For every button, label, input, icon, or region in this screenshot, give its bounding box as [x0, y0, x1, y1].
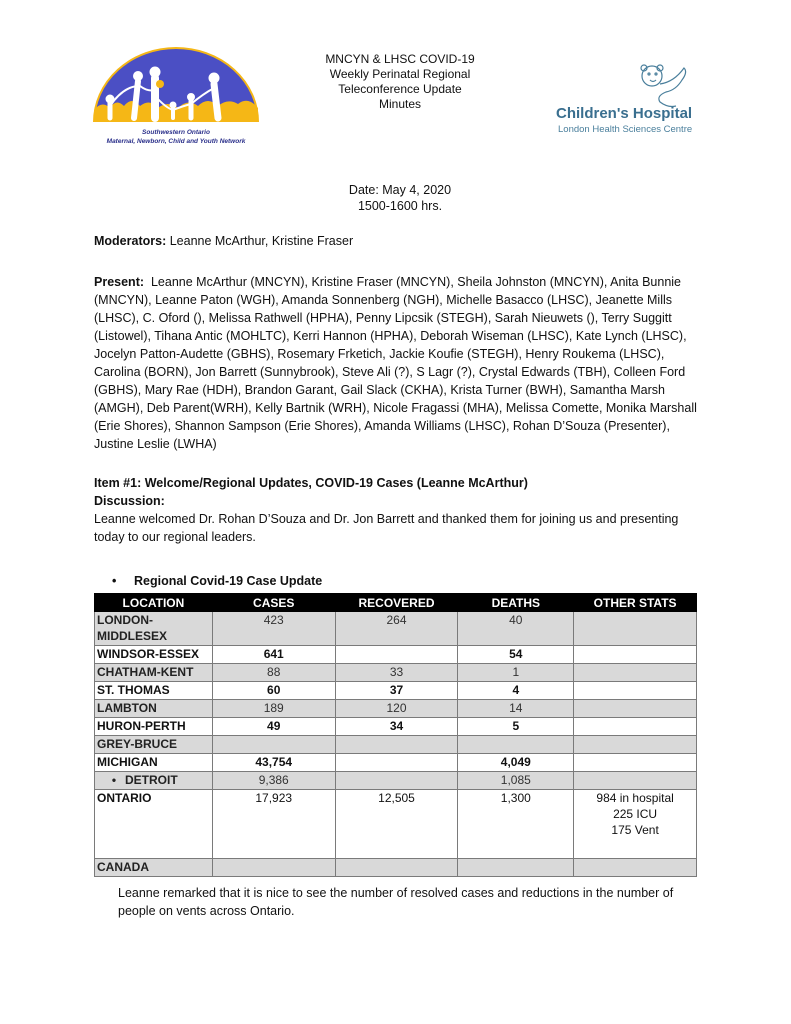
cell-other [574, 612, 697, 646]
cell-deaths: 1,085 [458, 772, 574, 790]
cell-cases: 88 [212, 664, 335, 682]
cell-recovered [335, 736, 458, 754]
cell-other [574, 718, 697, 736]
cell-other [574, 664, 697, 682]
cell-deaths: 4 [458, 682, 574, 700]
other-stat: 175 Vent [611, 823, 659, 837]
cell-deaths [458, 859, 574, 877]
other-stat: 225 ICU [613, 807, 658, 821]
remark-text: Leanne remarked that it is nice to see the number of resolved cases and reductions in the number of people on vents across Ontario. [118, 886, 674, 918]
cell-cases: 43,754 [212, 754, 335, 772]
table-row [95, 754, 697, 772]
meeting-time: 1500-1600 hrs. [357, 199, 443, 213]
table-row [95, 772, 697, 790]
cell-cases: 9,386 [212, 772, 335, 790]
attendees [94, 273, 704, 453]
table-row [95, 700, 697, 718]
cell-other [574, 772, 697, 790]
cell-location: LAMBTON [95, 700, 213, 718]
hospital-name: Children's Hospital [556, 105, 693, 122]
meeting-datetime [290, 182, 510, 214]
cell-deaths: 1 [458, 664, 574, 682]
cell-location: LONDON-MIDDLESEX [95, 612, 213, 646]
cell-recovered: 12,505 [335, 790, 458, 859]
cell-other [574, 682, 697, 700]
cell-cases [212, 736, 335, 754]
cell-recovered: 120 [335, 700, 458, 718]
cell-cases [212, 859, 335, 877]
cell-deaths: 1,300 [458, 790, 574, 859]
document-title [290, 52, 510, 112]
sub-location: DETROIT [125, 773, 178, 787]
other-stat: 984 in hospital [596, 791, 674, 805]
header-recovered: RECOVERED [335, 594, 458, 612]
header-location: LOCATION [95, 594, 213, 612]
bullet-text: Regional Covid-19 Case Update [134, 574, 323, 588]
cell-location: MICHIGAN [95, 754, 213, 772]
cell-other [574, 700, 697, 718]
header-other-stats: OTHER STATS [574, 594, 697, 612]
cell-deaths: 40 [458, 612, 574, 646]
table-row [95, 859, 697, 877]
cell-other [574, 859, 697, 877]
table-row [95, 612, 697, 646]
table-row [95, 664, 697, 682]
bullet-item [112, 573, 322, 589]
cell-other [574, 646, 697, 664]
cell-deaths: 14 [458, 700, 574, 718]
cell-recovered: 34 [335, 718, 458, 736]
title-line: Teleconference Update [338, 82, 462, 96]
cell-location: GREY-BRUCE [95, 736, 213, 754]
covid-case-table [94, 593, 697, 877]
cell-recovered: 37 [335, 682, 458, 700]
title-line: Minutes [378, 97, 422, 111]
moderators [94, 232, 704, 250]
cell-deaths: 54 [458, 646, 574, 664]
cell-deaths [458, 736, 574, 754]
cell-location [95, 772, 213, 790]
cell-location: ST. THOMAS [95, 682, 213, 700]
cell-deaths: 5 [458, 718, 574, 736]
cell-recovered [335, 646, 458, 664]
title-line: MNCYN & LHSC COVID-19 [325, 52, 475, 66]
cell-cases: 423 [212, 612, 335, 646]
agenda-item-1 [94, 474, 704, 546]
cell-cases: 641 [212, 646, 335, 664]
table-row [95, 736, 697, 754]
cell-recovered [335, 772, 458, 790]
bullet-icon: • [112, 574, 117, 588]
title-line: Weekly Perinatal Regional [329, 67, 471, 81]
mncyn-logo [88, 42, 264, 148]
cell-location: HURON-PERTH [95, 718, 213, 736]
mncyn-logo-line1: Southwestern Ontario [142, 129, 210, 136]
moderators-label: Moderators: [94, 234, 167, 248]
cell-cases: 60 [212, 682, 335, 700]
table-row [95, 646, 697, 664]
cell-recovered: 264 [335, 612, 458, 646]
cell-cases: 17,923 [212, 790, 335, 859]
item-heading: Item #1: Welcome/Regional Updates, COVID-19 Cases (Leanne McArthur) [94, 476, 528, 490]
meeting-date: Date: May 4, 2020 [348, 183, 452, 197]
table-row [95, 790, 697, 859]
cell-other [574, 754, 697, 772]
childrens-hospital-logo [556, 62, 696, 138]
cell-other [574, 736, 697, 754]
present-names: Leanne McArthur (MNCYN), Kristine Fraser (MNCYN), Sheila Johnston (MNCYN), Anita Bunnie (MNCYN), Leanne Paton (WGH), Amanda Sonnenberg (NGH), Michelle Basacco (LHSC), Jeanette Mills (LHSC), C. Oford (), Melissa Rathwell (HPHA), Penny Lipcsik (STEGH), Sarah Nieuwets (), Terry Suggitt (Listowel), Tihana Antic (MOHLTC), Kerri Hannon (HPHA), Deborah Wiseman (LHSC), Kate Lynch (LHSC), Jocelyn Patton-Audette (GBHS), Rosemary Frketich, Jackie Koufie (STEGH), Henry Roukema (LHSC), Carolina (BORN), Jon Barrett (Sunnybrook), Steve Ali (?), S Lagr (?), Crystal Edwards (TBH), Colleen Ford (GBHS), Mary Rae (HDH), Brandon Garant, Gail Slack (CKHA), Krista Turner (BWH), Samantha Marsh (AMGH), Deb Parent(WRH), Kelly Bartnik (WRH), Nicole Fragassi (MHA), Melissa Comette, Monika Marshall (Erie Shores), Shannon Sampson (Erie Shores), Amanda Williams (LHSC), Rohan D’Souza (Presenter), Justine Leslie (LWHA) [94, 275, 701, 451]
table-header-row [95, 594, 697, 612]
cell-recovered: 33 [335, 664, 458, 682]
bullet-icon: • [111, 773, 117, 787]
mncyn-logo-line2: Maternal, Newborn, Child and Youth Network [106, 138, 246, 145]
table-row [95, 682, 697, 700]
cell-location: ONTARIO [95, 790, 213, 859]
moderators-names: Leanne McArthur, Kristine Fraser [166, 234, 354, 248]
discussion-label: Discussion: [94, 494, 165, 508]
cell-location: WINDSOR-ESSEX [95, 646, 213, 664]
cell-cases: 189 [212, 700, 335, 718]
header-cases: CASES [212, 594, 335, 612]
discussion-text: Leanne welcomed Dr. Rohan D’Souza and Dr. Jon Barrett and thanked them for joining us and presenting today to our regional leaders. [94, 512, 679, 544]
cell-cases: 49 [212, 718, 335, 736]
cell-location: CANADA [95, 859, 213, 877]
present-label: Present: [94, 275, 145, 289]
cell-recovered [335, 859, 458, 877]
table-row [95, 718, 697, 736]
hospital-subname: London Health Sciences Centre [558, 124, 693, 135]
header-deaths: DEATHS [458, 594, 574, 612]
cell-other [574, 790, 697, 859]
cell-recovered [335, 754, 458, 772]
cell-location: CHATHAM-KENT [95, 664, 213, 682]
cell-deaths: 4,049 [458, 754, 574, 772]
teddy-bear-icon [641, 65, 686, 107]
